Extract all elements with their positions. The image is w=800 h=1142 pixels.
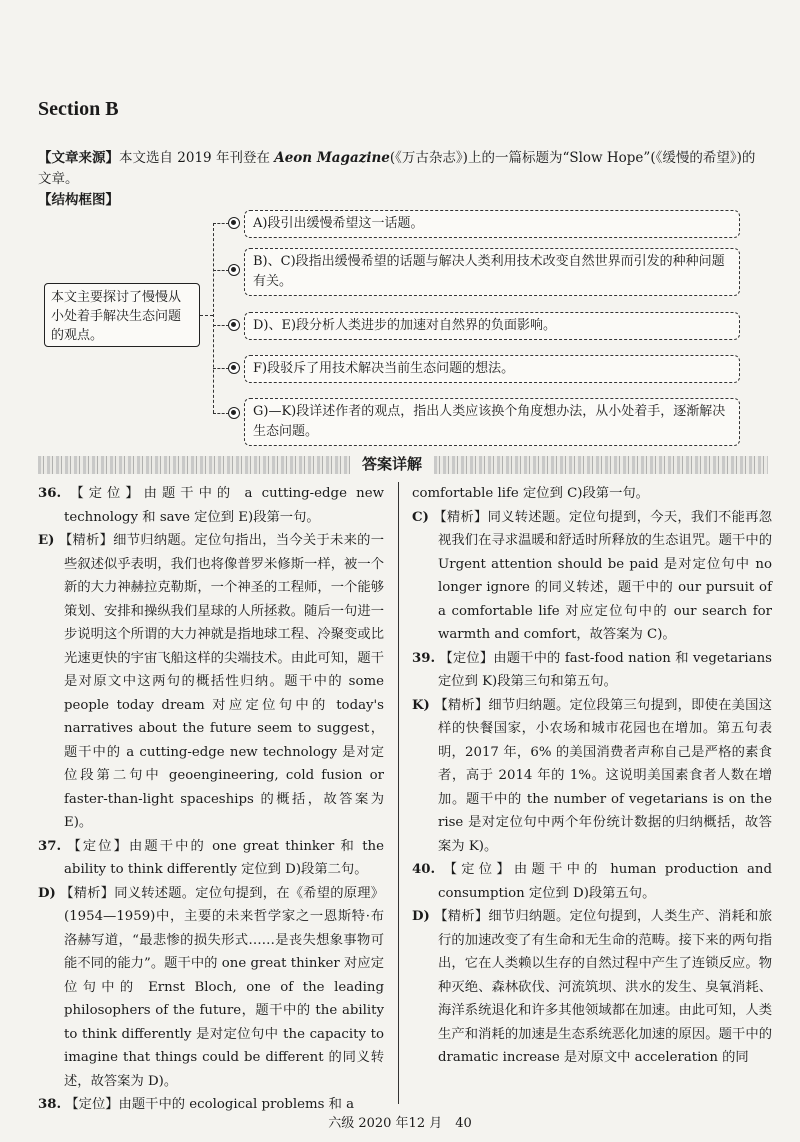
source-label: 【文章来源】 (38, 150, 119, 166)
item-number: 39. (412, 650, 436, 666)
bullet-icon (228, 407, 240, 419)
bullet-icon (228, 319, 240, 331)
connector-trunk (213, 223, 214, 413)
connector-stub (200, 315, 213, 316)
answer-item (412, 482, 772, 506)
branch-box-a: A)段引出缓慢希望这一话题。 (244, 210, 740, 238)
answer-item (38, 882, 384, 1094)
item-text: 【精析】细节归纳题。定位句提到，人类生产、消耗和旅行的加速改变了有生命和无生命的范畴。接下来的两句指出，它在人类赖以生存的自然过程中产生了连锁反应。物种灭绝、森林砍伐、河流筑坝、洪水的发生、臭氧消耗、海洋系统退化和许多其他领域都在加速。由此可知，人类生产和消耗的加速是生态系统恶化加速的原因。题干中的 dramatic increase 是对原文中 acceleration 的同 (434, 909, 772, 1065)
bullet-icon (228, 264, 240, 276)
item-number: 37. (38, 838, 62, 854)
answer-item (38, 835, 384, 882)
framework-main-box: 本文主要探讨了慢慢从小处着手解决生态问题的观点。 (44, 283, 200, 347)
item-text: 【精析】同义转述题。定位句提到，在《希望的原理》(1954—1959)中，主要的未来哲学家之一恩斯特·布洛赫写道，“最悲惨的损失形式……是丧失想象事物可能不同的能力”。题干中的 one great thinker 对应定位句中的 Ernst Bloch, one of the leading philosophers of the future，题干中的 the ability to think differently 是对定位句中 the capacity to imagine that things could be different 的同义转述，故答案为 D)。 (60, 885, 385, 1089)
answer-item (412, 506, 772, 647)
answer-item (412, 694, 772, 859)
connector-branch (213, 368, 229, 369)
source-text-before: 本文选自 2019 年刊登在 (119, 150, 275, 166)
answer-item (412, 905, 772, 1070)
item-number: 38. (38, 1097, 62, 1112)
article-source (38, 148, 768, 211)
connector-branch (213, 325, 229, 326)
item-number: D) (38, 885, 56, 901)
item-text: 【定位】由题干中的 one great thinker 和 the ability to think differently 定位到 D)段第二句。 (64, 838, 384, 877)
branch-box-bc: B)、C)段指出缓慢希望的话题与解决人类利用技术改变自然世界而引发的种种问题有关。 (244, 248, 740, 296)
item-number: 36. (38, 486, 62, 501)
item-number: 40. (412, 862, 436, 877)
item-text: 【精析】细节归纳题。定位段第三句提到，即使在美国这样的快餐国家，小农场和城市花园也在增加。第五句表明，2017 年，6% 的美国消费者声称自己是严格的素食者，高于 2014 年的 1%。这说明美国素食者人数在增加。题干中的 the number of vegetarians is on the rise 是对定位句中两个年份统计数据的归纳概括，故答案为 K)。 (434, 697, 772, 854)
item-number: C) (412, 509, 429, 525)
section-title: Section B (38, 98, 119, 120)
column-divider (398, 482, 399, 1104)
right-column (412, 482, 772, 1070)
branch-box-gk: G)—K)段详述作者的观点，指出人类应该换个角度想办法，从小处着手，逐渐解决生态问题。 (244, 398, 740, 446)
answer-item (412, 858, 772, 905)
connector-branch (213, 270, 229, 271)
left-column (38, 482, 384, 1117)
bullet-icon (228, 217, 240, 229)
page-footer: 六级 2020 年12 月 40 (328, 1116, 472, 1131)
item-text: 【定位】由题干中的 human production and consumption 定位到 D)段第五句。 (438, 862, 772, 901)
item-text: 【定位】由题干中的 a cutting-edge new technology 和 save 定位到 E)段第一句。 (64, 486, 384, 525)
item-text: 【定位】由题干中的 fast-food nation 和 vegetarians 定位到 K)段第三句和第五句。 (438, 650, 772, 689)
framework-label: 【结构框图】 (38, 192, 119, 208)
branch-box-de: D)、E)段分析人类进步的加速对自然界的负面影响。 (244, 312, 740, 340)
branch-box-f: F)段驳斥了用技术解决当前生态问题的想法。 (244, 355, 740, 383)
item-text: 【精析】同义转述题。定位句提到，今天，我们不能再忽视我们在寻求温暖和舒适时所释放的生态诅咒。题干中的 Urgent attention should be paid 是对定位句中 no longer ignore 的同义转述，题干中的 our pursuit of a comfortable life 对应定位句中的 our search for warmth and comfort，故答案为 C)。 (433, 509, 773, 642)
item-number: K) (412, 697, 430, 713)
item-text: 【定位】由题干中的 ecological problems 和 a (65, 1097, 355, 1112)
magazine-name: Aeon Magazine (274, 150, 390, 166)
bullet-icon (228, 362, 240, 374)
answer-heading: 答案详解 (350, 452, 434, 476)
item-text: 【精析】细节归纳题。定位句指出，当今关于未来的一些叙述似乎表明，我们也将像普罗米修斯一样，被一个新的大力神赫拉克勒斯，一个神圣的工程师，一个能够策划、安排和操纵我们星球的人所拯救。随后一句进一步说明这个所谓的大力神就是指地球工程、冷聚变或比光速更快的宇宙飞船这样的尖端技术。由此可知，题干是对原文中这两句的概括性归纳。题干中的 some people today dream 对应定位句中的 today's narratives about the future seem to suggest，题干中的 a cutting-edge new technology 是对定位段第二句中 geoengineering, cold fusion or faster-than-light spaceships 的概括，故答案为 E)。 (58, 533, 385, 830)
answer-item (412, 647, 772, 694)
item-number: E) (38, 533, 55, 548)
answer-item (38, 529, 384, 835)
connector-branch (213, 413, 229, 414)
answer-item (38, 482, 384, 529)
item-number: D) (412, 909, 430, 924)
source-text-after: (《万古杂志》)上的一篇标题为“Slow Hope”(《缓慢的希望》)的文章。 (38, 150, 756, 187)
connector-branch (213, 223, 229, 224)
item-text: comfortable life 定位到 C)段第一句。 (412, 486, 649, 501)
